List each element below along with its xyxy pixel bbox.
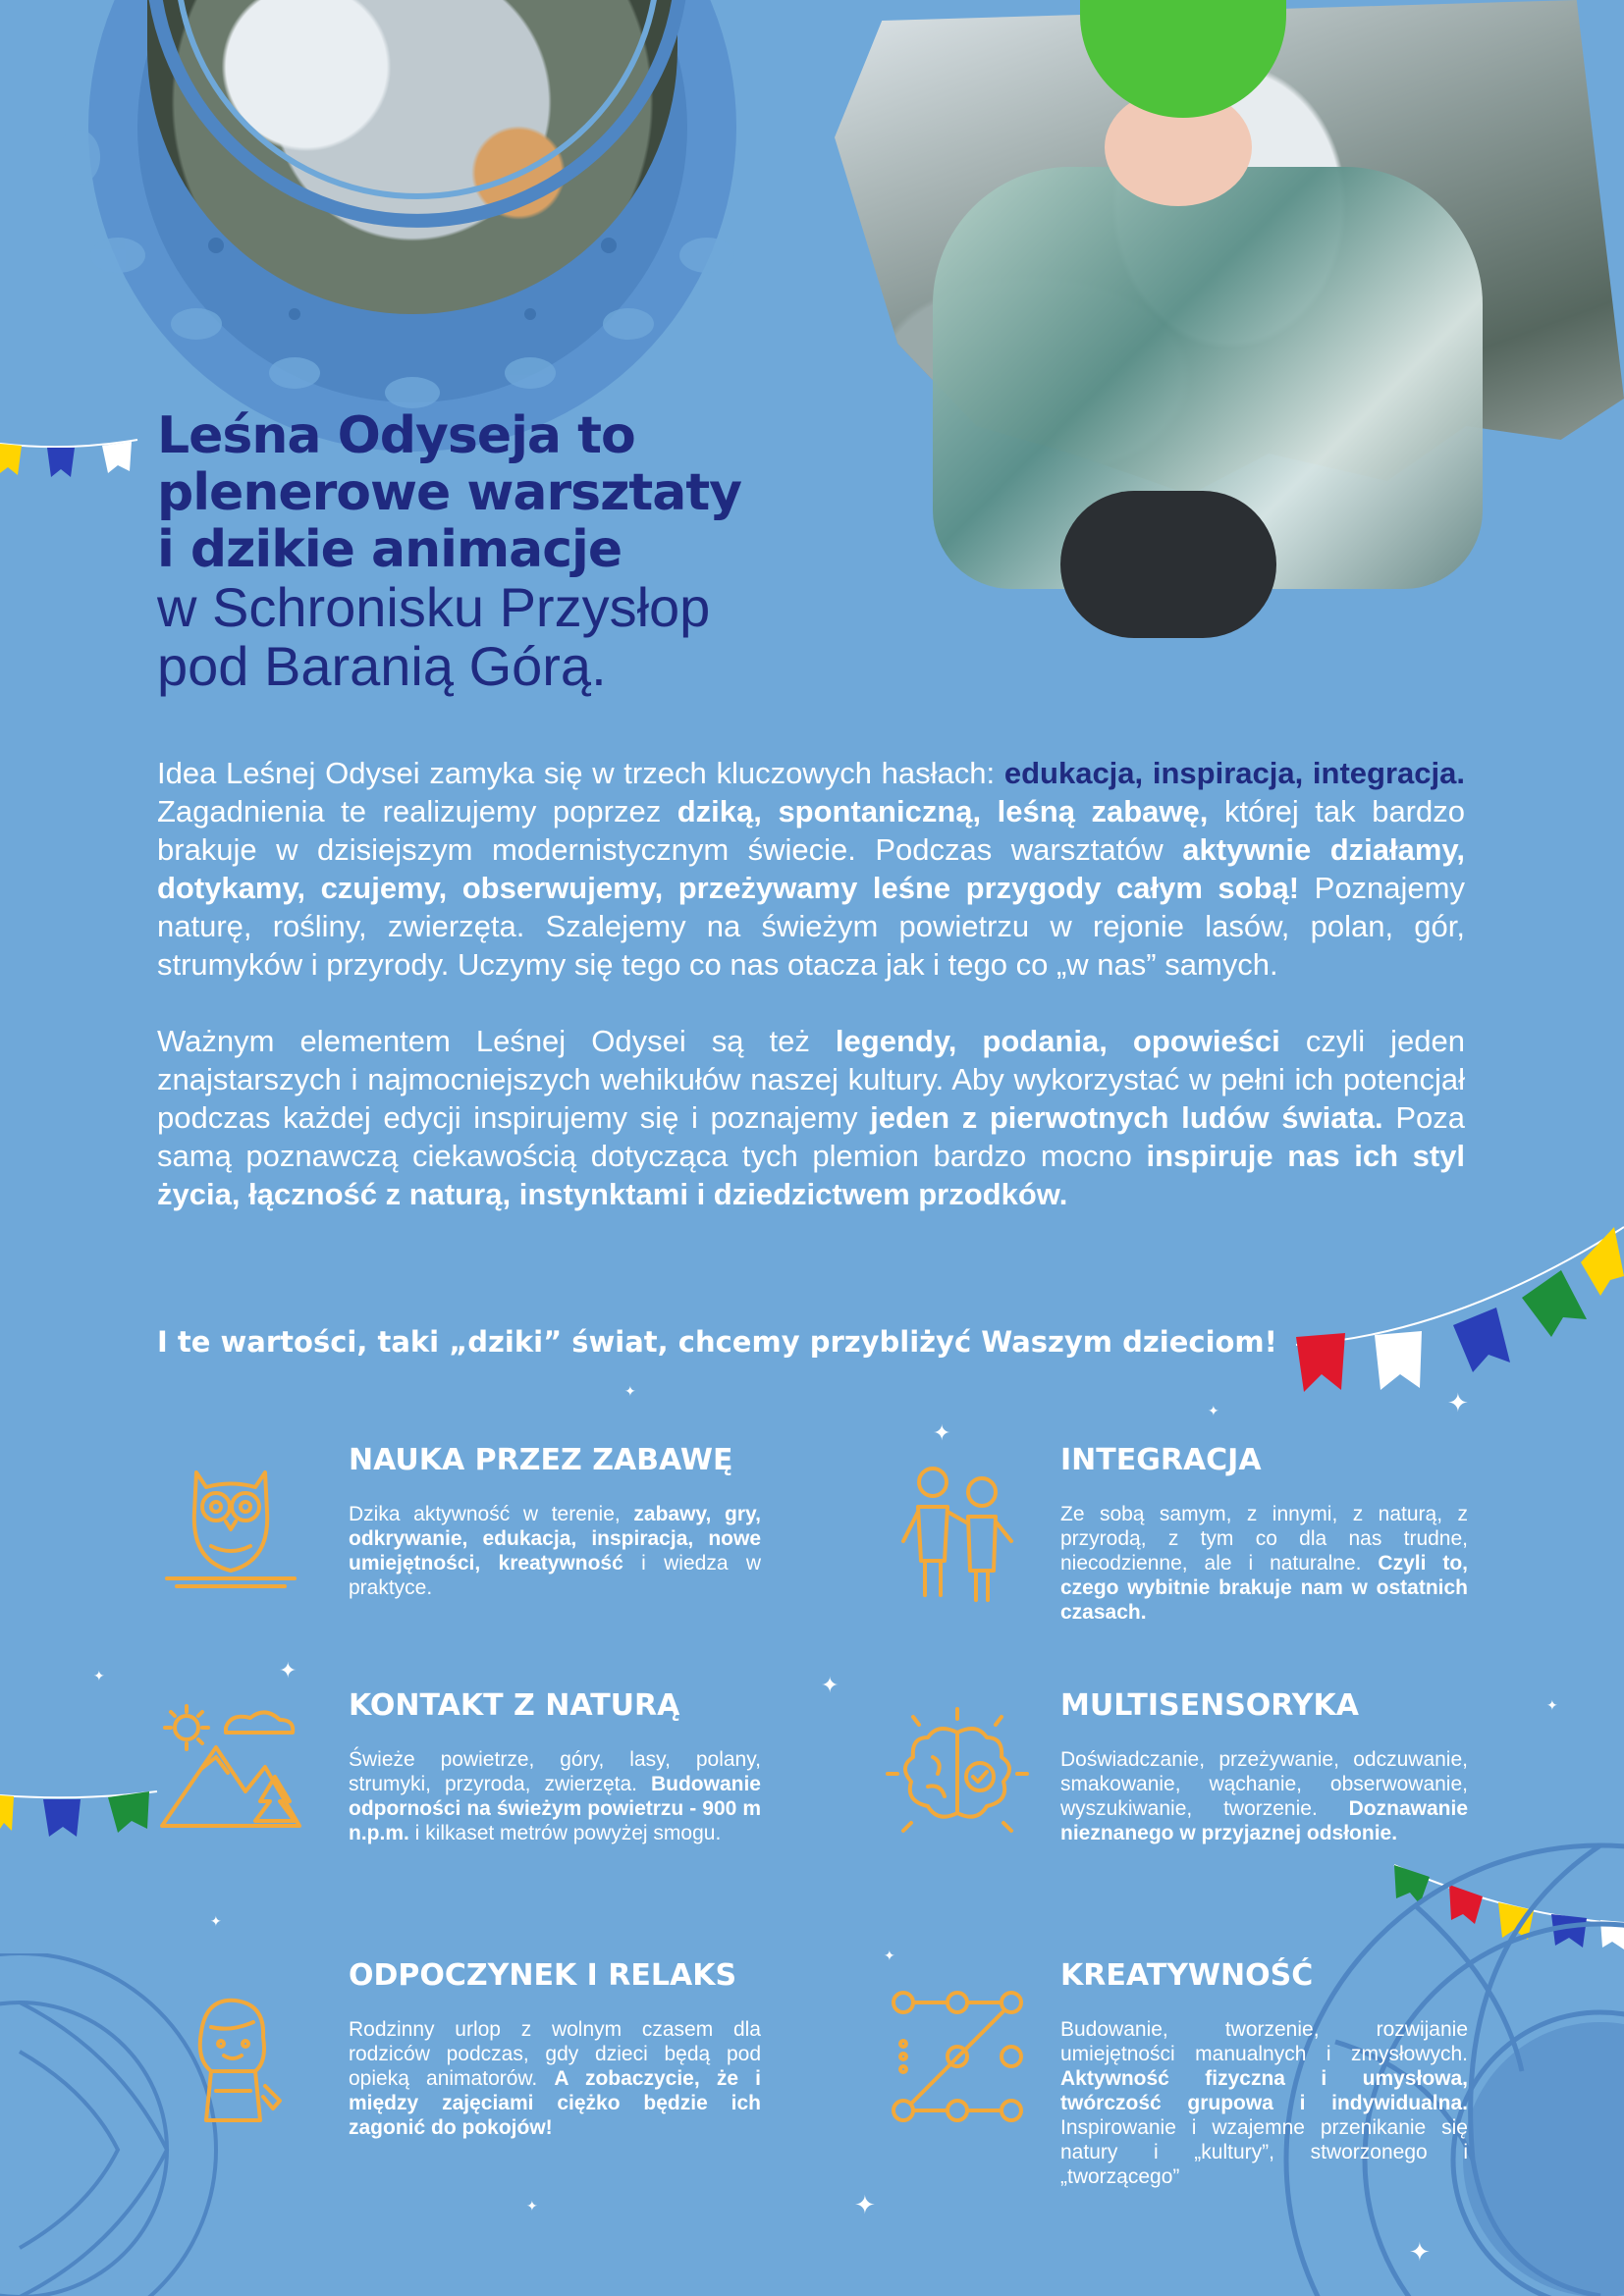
girl-relax-icon bbox=[157, 1993, 304, 2140]
text-run: Zagadnienia te realizujemy poprzez bbox=[157, 794, 677, 828]
sparkle-icon: ✦ bbox=[1546, 1698, 1558, 1714]
text-run: Doświadczanie, przeżywanie, odczuwanie, smakowanie, wąchanie, obserwowanie, wyszukiwanie, tworzenie. bbox=[1060, 1748, 1468, 1820]
feature-description bbox=[349, 2017, 761, 2140]
child-boot bbox=[1060, 491, 1276, 638]
text-run: dziką, spontaniczną, leśną zabawę, bbox=[677, 794, 1209, 828]
text-run: Poza samą poznawczą ciekawością dotycząca tych plemion bardzo mocno bbox=[157, 1100, 1465, 1173]
intro-paragraph-2 bbox=[157, 1022, 1465, 1213]
feature-kreatywnosc bbox=[884, 1958, 1473, 2188]
text-run: czyli jeden znajstarszych i najmocniejszych wehikułów naszej kultury. Aby wykorzystać w pełni ich potencjał podczas każdej edycji inspirujemy się i poznajemy bbox=[157, 1024, 1465, 1135]
sparkle-icon: ✦ bbox=[624, 1384, 636, 1400]
text-run: i wiedza w praktyce. bbox=[349, 1552, 761, 1599]
connected-dots-icon bbox=[884, 1983, 1031, 2130]
hero-title bbox=[157, 407, 844, 696]
feature-multisensoryka bbox=[884, 1688, 1473, 1885]
intro-paragraph-1 bbox=[157, 754, 1465, 984]
subtitle-line: pod Baranią Górą. bbox=[157, 635, 607, 697]
text-run: Inspirowanie i wzajemne przenikanie się natury i „kultury”, stworzonego i „tworzącego” bbox=[1060, 2116, 1468, 2188]
text-run: Ważnym elementem Leśnej Odysei są też bbox=[157, 1024, 836, 1058]
text-run: jeden z pierwotnych ludów świata. bbox=[870, 1100, 1383, 1135]
sparkle-icon: ✦ bbox=[1447, 1389, 1469, 1418]
brain-icon bbox=[884, 1703, 1031, 1850]
text-run: Budowanie odporności na świeżym powietrzu - 900 m n.p.m. bbox=[349, 1773, 761, 1844]
sparkle-icon: ✦ bbox=[210, 1914, 222, 1930]
feature-description bbox=[1060, 2017, 1468, 2189]
text-run: Doznawanie nieznanego w przyjaznej odsłonie. bbox=[1060, 1797, 1468, 1844]
text-run: legendy, podania, opowieści bbox=[835, 1024, 1280, 1058]
sparkle-icon: ✦ bbox=[1409, 2238, 1431, 2268]
sparkle-icon: ✦ bbox=[821, 1674, 839, 1698]
text-run: Czyli to, czego wybitnie brakuje nam w ostatnich czasach. bbox=[1060, 1552, 1469, 1624]
text-run: Poznajemy naturę, rośliny, zwierzęta. Szalejemy na świeżym powietrzu w rejonie lasów, polan, gór, strumyków i przyrody. Uczymy się tego co nas otacza jak i tego co „w nas” samych. bbox=[157, 871, 1465, 982]
sparkle-icon: ✦ bbox=[279, 1659, 298, 1683]
text-run: której tak bardzo brakuje w dzisiejszym modernistycznym świecie. Podczas warsztatów bbox=[157, 794, 1465, 867]
text-run: inspiruje nas ich styl życia, łączność z naturą, instynktami i dziedzictwem przodków. bbox=[157, 1139, 1465, 1211]
feature-odpoczynek bbox=[157, 1958, 766, 2155]
text-run: aktywnie działamy, dotykamy, czujemy, obserwujemy, przeżywamy leśne przygody całym sobą! bbox=[157, 832, 1465, 905]
text-run: Dzika aktywność w terenie, bbox=[349, 1503, 634, 1525]
feature-description bbox=[1060, 1747, 1468, 1845]
text-run: A zobaczycie, że i między zajęciami ciężko będzie ich zagonić do pokojów! bbox=[349, 2067, 762, 2139]
mountain-sun-icon bbox=[157, 1698, 304, 1845]
feature-integracja bbox=[884, 1443, 1473, 1639]
feature-title: KREATYWNOŚĆ bbox=[1060, 1958, 1314, 1993]
title-line: Leśna Odyseja to bbox=[157, 406, 635, 465]
feature-description bbox=[349, 1502, 761, 1600]
title-line: plenerowe warsztaty bbox=[157, 463, 742, 522]
feature-title: NAUKA PRZEZ ZABAWĘ bbox=[349, 1443, 733, 1477]
text-run: zabawy, gry, odkrywanie, edukacja, inspiracja, nowe umiejętności, kreatywność bbox=[349, 1503, 761, 1575]
feature-title: ODPOCZYNEK I RELAKS bbox=[349, 1958, 737, 1993]
feature-title: KONTAKT Z NATURĄ bbox=[349, 1688, 680, 1723]
intro-text bbox=[157, 754, 1465, 1252]
text-run: Aktywność fizyczna i umysłowa, twórczość grupowa i indywidualna. bbox=[1060, 2067, 1468, 2114]
text-run: Budowanie, tworzenie, rozwijanie umiejętności manualnych i zmysłowych. bbox=[1060, 2018, 1468, 2065]
feature-description bbox=[349, 1747, 761, 1845]
feature-kontakt bbox=[157, 1688, 766, 1885]
owl-icon bbox=[157, 1453, 304, 1600]
feature-nauka bbox=[157, 1443, 766, 1639]
bunting-left-top bbox=[0, 432, 147, 491]
text-run: Świeże powietrze, góry, lasy, polany, strumyki, przyroda, zwierzęta. bbox=[349, 1748, 761, 1795]
tagline: I te wartości, taki „dziki” świat, chcemy przybliżyć Waszym dzieciom! bbox=[157, 1325, 1277, 1359]
feature-title: MULTISENSORYKA bbox=[1060, 1688, 1359, 1723]
sparkle-icon: ✦ bbox=[854, 2191, 876, 2220]
feature-title: INTEGRACJA bbox=[1060, 1443, 1262, 1477]
subtitle-line: w Schronisku Przysłop bbox=[157, 576, 711, 638]
photo-ring bbox=[142, 0, 692, 329]
sparkle-icon: ✦ bbox=[526, 2199, 538, 2215]
text-run: edukacja, inspiracja, integracja. bbox=[1003, 756, 1465, 790]
text-run: Rodzinny urlop z wolnym czasem dla rodziców podczas, gdy dzieci będą pod opieką animatorów. bbox=[349, 2018, 761, 2090]
sparkle-icon: ✦ bbox=[884, 1949, 895, 1964]
title-line: i dzikie animacje bbox=[157, 520, 623, 579]
sparkle-icon: ✦ bbox=[933, 1421, 951, 1446]
feature-description bbox=[1060, 1502, 1468, 1625]
text-run: Ze sobą samym, z innymi, z naturą, z przyrodą, z tym co dla nas trudne, niecodzienne, ale i naturalne. bbox=[1060, 1503, 1468, 1575]
two-kids-icon bbox=[884, 1463, 1031, 1610]
sparkle-icon: ✦ bbox=[93, 1669, 105, 1684]
bunting-left-mid bbox=[0, 1782, 167, 1850]
sparkle-icon: ✦ bbox=[1208, 1404, 1219, 1419]
text-run: i kilkaset metrów powyżej smogu. bbox=[408, 1822, 722, 1844]
text-run: Idea Leśnej Odysei zamyka się w trzech kluczowych hasłach: bbox=[157, 756, 1004, 790]
